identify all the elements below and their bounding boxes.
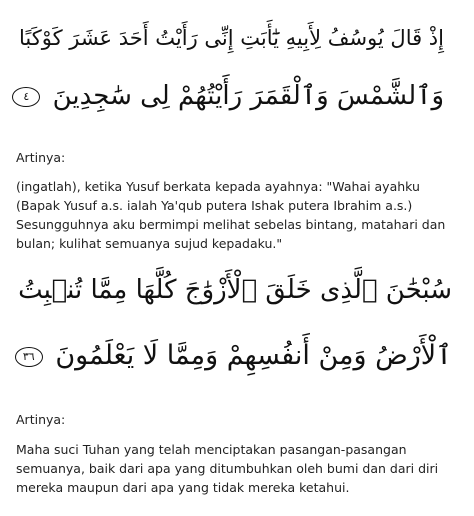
- verse2-translation-text: Maha suci Tuhan yang telah menciptakan pasangan-pasangan semuanya, baik dari apa yang ditumbuhkan oleh bumi dan dari diri mereka maupun dari apa yang tidak mereka ketahui.: [16, 442, 439, 495]
- verse2-arabic-line2-container: [15, 334, 452, 378]
- verse2-arabic-line2: ٱلْأَرْضُ وَمِنْ أَنفُسِهِمْ وَمِمَّا لَا يَعْلَمُونَ: [55, 340, 452, 371]
- verse1-arabic-line2: وَٱلشَّمْسَ وَٱلْقَمَرَ رَأَيْتُهُمْ لِى سَٰجِدِينَ: [52, 81, 444, 111]
- verse2-translation-label: Artinya:: [16, 412, 66, 427]
- verse1-arabic-line1: إِذْ قَالَ يُوسُفُ لِأَبِيهِ يَٰٓأَبَتِ إِنِّى رَأَيْتُ أَحَدَ عَشَرَ كَوْكَبًا: [18, 26, 444, 50]
- verse2-arabic-line1: سُبْحَٰنَ ٱلَّذِى خَلَقَ ٱلْأَزْوَٰجَ كُلَّهَا مِمَّا تُنۢبِتُ: [18, 275, 452, 305]
- verse1-translation-text: (ingatlah), ketika Yusuf berkata kepada ayahnya: "Wahai ayahku (Bapak Yusuf a.s. ialah Ya'qub putera Ishak putera Ibrahim a.s.) Sesungguhnya aku bermimpi melihat sebelas bintang, matahari dan bulan; kulihat semuanya sujud kepadaku.": [16, 179, 446, 251]
- verse1-translation-label: Artinya:: [16, 150, 66, 165]
- verse1-arabic-line2-container: [12, 76, 444, 116]
- ayah-number-marker-icon: ٣٦: [15, 347, 43, 367]
- ayah-number-marker-icon: ٤: [12, 87, 40, 107]
